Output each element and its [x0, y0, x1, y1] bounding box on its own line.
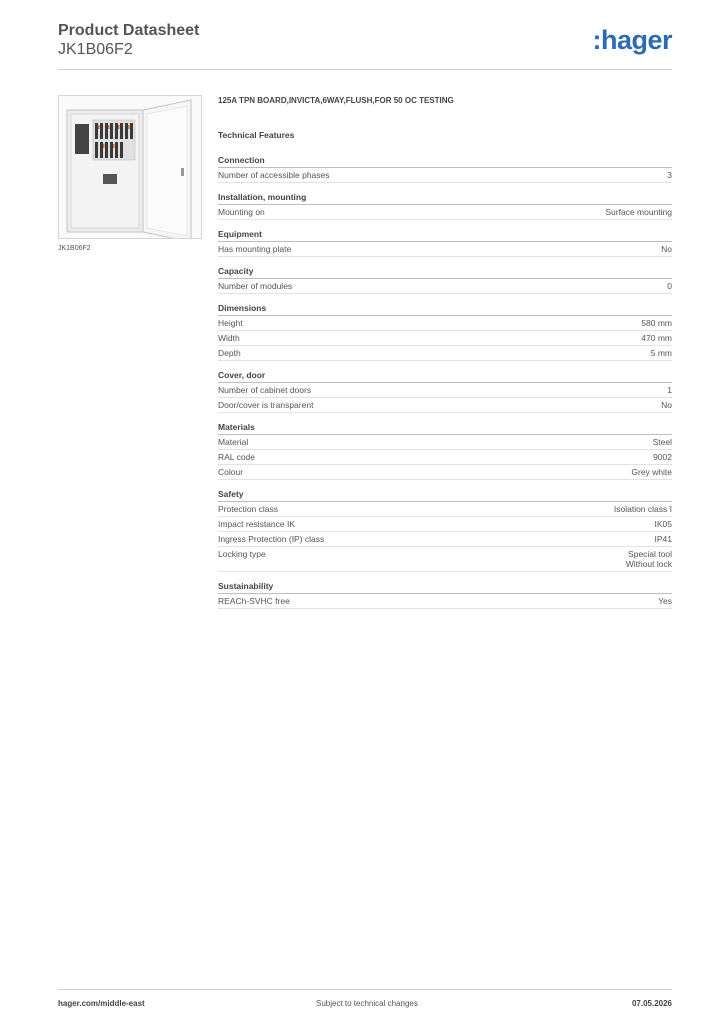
feature-row	[218, 168, 672, 183]
product-description: 125A TPN BOARD,INVICTA,6WAY,FLUSH,FOR 50 OC TESTING	[218, 96, 454, 105]
feature-label: Protection class	[218, 504, 278, 514]
feature-value	[641, 333, 672, 343]
feature-value	[667, 170, 672, 180]
footer-website: hager.com/middle-east	[58, 999, 145, 1008]
feature-row	[218, 517, 672, 532]
section-title: Safety	[218, 489, 672, 502]
feature-row	[218, 547, 672, 572]
feature-label: Width	[218, 333, 240, 343]
feature-section	[218, 370, 672, 413]
feature-value-line: 9002	[653, 452, 672, 462]
feature-label: Impact resistance IK	[218, 519, 296, 529]
feature-label: Number of cabinet doors	[218, 385, 312, 395]
feature-value-line: 5 mm	[650, 348, 672, 358]
feature-label: RAL code	[218, 452, 256, 462]
feature-section	[218, 422, 672, 480]
feature-label: Has mounting plate	[218, 244, 292, 254]
feature-row	[218, 502, 672, 517]
main-content	[218, 96, 672, 618]
feature-value-line: No	[661, 244, 672, 254]
feature-label: REACh-SVHC free	[218, 596, 290, 606]
feature-label: Locking type	[218, 549, 266, 559]
feature-row	[218, 205, 672, 220]
feature-section	[218, 155, 672, 183]
feature-label: Number of accessible phases	[218, 170, 330, 180]
product-image	[58, 95, 202, 239]
feature-value-line: Grey white	[631, 467, 672, 477]
feature-value-line: IP41	[654, 534, 672, 544]
section-title: Installation, mounting	[218, 192, 672, 205]
feature-row	[218, 435, 672, 450]
feature-row	[218, 383, 672, 398]
feature-section	[218, 489, 672, 572]
feature-label: Mounting on	[218, 207, 265, 217]
section-title: Sustainability	[218, 581, 672, 594]
feature-row	[218, 465, 672, 480]
feature-value	[614, 504, 672, 514]
feature-label: Number of modules	[218, 281, 293, 291]
feature-value-line: 1	[667, 385, 672, 395]
document-title: Product Datasheet	[58, 22, 200, 39]
product-code: JK1B06F2	[58, 41, 133, 58]
feature-label: Height	[218, 318, 243, 328]
feature-value	[667, 385, 672, 395]
feature-section	[218, 192, 672, 220]
feature-value	[631, 467, 672, 477]
feature-value-line: 3	[667, 170, 672, 180]
section-title: Materials	[218, 422, 672, 435]
feature-row	[218, 279, 672, 294]
feature-row	[218, 242, 672, 257]
section-title: Cover, door	[218, 370, 672, 383]
feature-value	[655, 519, 673, 529]
feature-section	[218, 581, 672, 609]
feature-value-line: IK05	[654, 519, 672, 529]
feature-value-line: Without lock	[625, 559, 672, 569]
feature-row	[218, 346, 672, 361]
feature-value-line: Isolation class I	[613, 504, 672, 514]
feature-value	[653, 452, 672, 462]
feature-value	[626, 549, 672, 569]
feature-value	[655, 534, 673, 544]
feature-value	[641, 318, 672, 328]
feature-value-line: 470 mm	[641, 333, 672, 343]
feature-row	[218, 398, 672, 413]
section-title: Dimensions	[218, 303, 672, 316]
section-title: Equipment	[218, 229, 672, 242]
feature-value-line: 580 mm	[641, 318, 672, 328]
technical-features-heading: Technical Features	[218, 130, 295, 140]
feature-row	[218, 450, 672, 465]
page-footer	[58, 989, 672, 1008]
feature-label: Door/cover is transparent	[218, 400, 314, 410]
image-caption: JK1B06F2	[58, 245, 91, 252]
feature-value-line: Steel	[652, 437, 672, 447]
feature-section	[218, 229, 672, 257]
feature-value	[605, 207, 672, 217]
feature-value	[667, 281, 672, 291]
footer-date: 07.05.2026	[631, 999, 672, 1008]
feature-row	[218, 316, 672, 331]
page-header	[58, 22, 672, 70]
feature-sections	[218, 155, 672, 609]
feature-label: Ingress Protection (IP) class	[218, 534, 325, 544]
distribution-board-illustration	[59, 96, 201, 238]
feature-value-line: 0	[667, 281, 672, 291]
feature-value-line: No	[661, 400, 672, 410]
feature-row	[218, 594, 672, 609]
feature-value-line: Surface mounting	[605, 207, 672, 217]
feature-row	[218, 331, 672, 346]
hager-logo: :hager	[592, 25, 672, 55]
feature-value-line: Special tool	[628, 549, 672, 559]
feature-label: Material	[218, 437, 249, 447]
feature-section	[218, 303, 672, 361]
feature-value	[653, 437, 672, 447]
feature-value	[658, 596, 672, 606]
section-title: Capacity	[218, 266, 672, 279]
feature-label: Depth	[218, 348, 241, 358]
feature-value	[651, 348, 672, 358]
section-title: Connection	[218, 155, 672, 168]
feature-value-line: Yes	[658, 596, 672, 606]
feature-label: Colour	[218, 467, 244, 477]
feature-section	[218, 266, 672, 294]
feature-row	[218, 532, 672, 547]
footer-notice: Subject to technical changes	[316, 999, 418, 1008]
feature-value	[661, 244, 672, 254]
feature-value	[661, 400, 672, 410]
